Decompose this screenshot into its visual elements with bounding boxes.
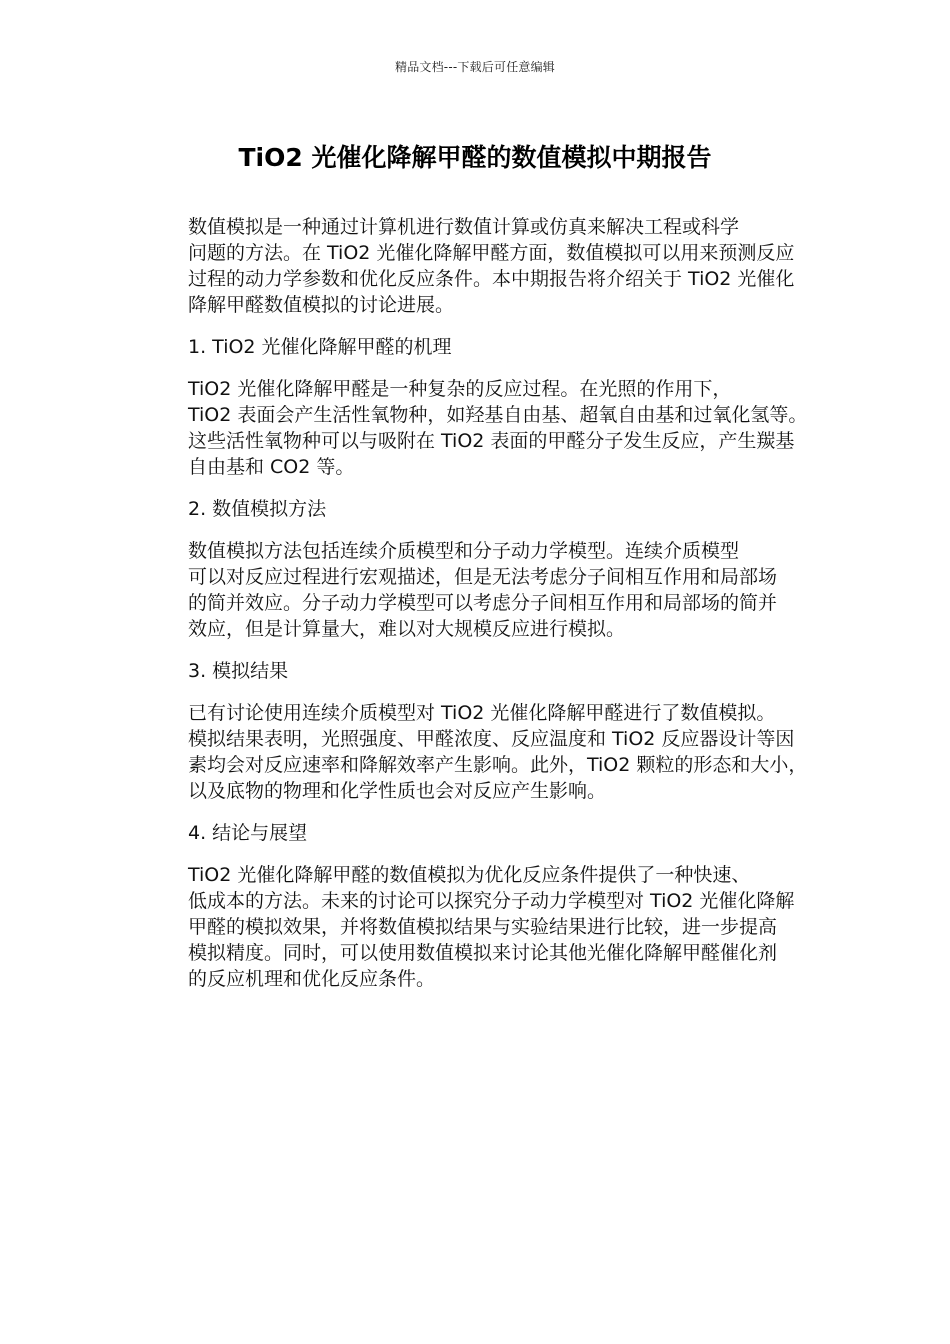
section-heading-conclusion: 4. 结论与展望 — [188, 822, 308, 844]
header-note: 精品文档---下载后可任意编辑 — [395, 60, 555, 74]
intro-line: 问题的方法。在 TiO2 光催化降解甲醛方面，数值模拟可以用来预测反应 — [188, 242, 795, 264]
paragraph-line: 素均会对反应速率和降解效率产生影响。此外，TiO2 颗粒的形态和大小， — [188, 754, 808, 776]
paragraph-line: 模拟精度。同时，可以使用数值模拟来讨论其他光催化降解甲醛催化剂 — [188, 942, 778, 964]
paragraph-line: 可以对反应过程进行宏观描述，但是无法考虑分子间相互作用和局部场 — [188, 566, 778, 588]
paragraph-line: 的反应机理和优化反应条件。 — [188, 968, 436, 990]
document-title: TiO2 光催化降解甲醛的数值模拟中期报告 — [238, 143, 712, 172]
paragraph-line: TiO2 光催化降解甲醛是一种复杂的反应过程。在光照的作用下， — [188, 378, 732, 400]
paragraph-line: 低成本的方法。未来的讨论可以探究分子动力学模型对 TiO2 光催化降解 — [188, 890, 795, 912]
paragraph-line: 自由基和 CO2 等。 — [188, 456, 355, 478]
intro-paragraph — [144, 214, 808, 318]
paragraph-line: TiO2 表面会产生活性氧物种，如羟基自由基、超氧自由基和过氧化氢等。 — [188, 404, 808, 426]
section-paragraph-results — [144, 700, 808, 804]
paragraph-line: 数值模拟方法包括连续介质模型和分子动力学模型。连续介质模型 — [188, 540, 740, 562]
paragraph-line: 模拟结果表明，光照强度、甲醛浓度、反应温度和 TiO2 反应器设计等因 — [188, 728, 795, 750]
section-paragraph-mechanism — [144, 376, 808, 480]
section-heading-method: 2. 数值模拟方法 — [188, 498, 327, 520]
document-body — [144, 214, 808, 1008]
section-paragraph-method — [144, 538, 808, 642]
paragraph-line: TiO2 光催化降解甲醛的数值模拟为优化反应条件提供了一种快速、 — [188, 864, 751, 886]
paragraph-line: 效应，但是计算量大，难以对大规模反应进行模拟。 — [188, 618, 626, 640]
section-paragraph-conclusion — [144, 862, 808, 992]
intro-line: 降解甲醛数值模拟的讨论进展。 — [188, 294, 455, 316]
paragraph-line: 以及底物的物理和化学性质也会对反应产生影响。 — [188, 780, 607, 802]
paragraph-line: 甲醛的模拟效果，并将数值模拟结果与实验结果进行比较，进一步提高 — [188, 916, 778, 938]
paragraph-line: 已有讨论使用连续介质模型对 TiO2 光催化降解甲醛进行了数值模拟。 — [188, 702, 776, 724]
paragraph-line: 这些活性氧物种可以与吸附在 TiO2 表面的甲醛分子发生反应，产生羰基 — [188, 430, 795, 452]
intro-line: 数值模拟是一种通过计算机进行数值计算或仿真来解决工程或科学 — [188, 216, 740, 238]
intro-line: 过程的动力学参数和优化反应条件。本中期报告将介绍关于 TiO2 光催化 — [188, 268, 795, 290]
paragraph-line: 的简并效应。分子动力学模型可以考虑分子间相互作用和局部场的简并 — [188, 592, 778, 614]
section-heading-mechanism: 1. TiO2 光催化降解甲醛的机理 — [188, 336, 452, 358]
section-heading-results: 3. 模拟结果 — [188, 660, 289, 682]
